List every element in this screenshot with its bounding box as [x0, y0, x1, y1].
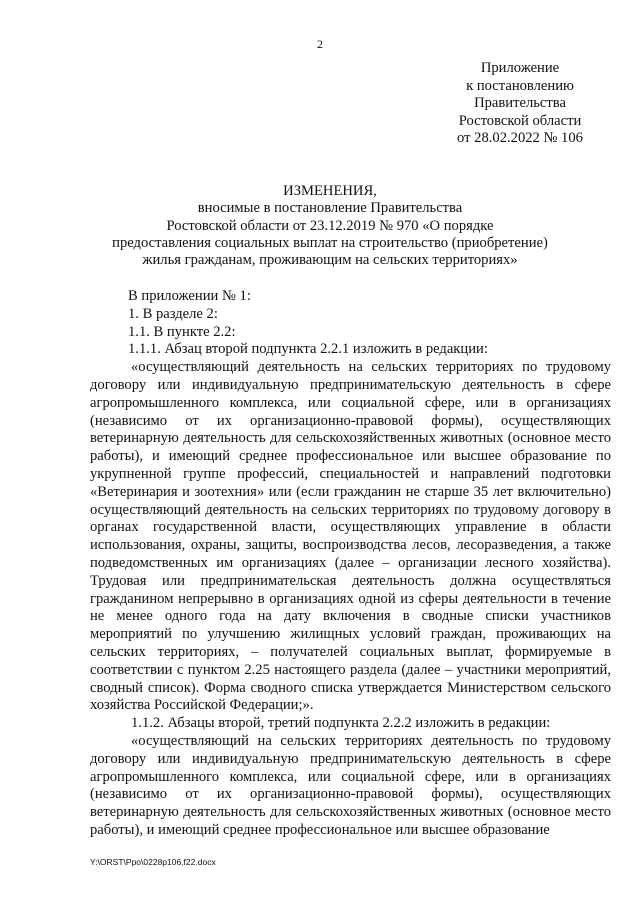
quoted-paragraph: «осуществляющий на сельских территориях деятельность по трудовому договору или индивидуальную предпринимательскую деятельность в сфере агропромышленного комплекса, или социальной сфере, или в организациях (независимо от их организационно-правовой формы), осуществляющих ветеринарную деятельность для сельскохозяйственных животных (основное место работы), и имеющий среднее профессиональное или высшее образование [90, 732, 611, 838]
page-number: 2 [317, 37, 323, 51]
title-heading: ИЗМЕНЕНИЯ, [283, 183, 377, 199]
document-body [90, 288, 611, 840]
appendix-heading [440, 60, 600, 148]
paragraph: 1.1.2. Абзацы второй, третий подпункта 2.2.2 изложить в редакции: [131, 715, 551, 732]
file-path-footer: Y:\ORST\Ppo\0228p106.f22.docx [90, 857, 216, 867]
appendix-line: от 28.02.2022 № 106 [457, 130, 583, 147]
appendix-line: Приложение [480, 60, 560, 76]
title-line: Ростовской области от 23.12.2019 № 970 «О порядке [166, 217, 494, 234]
appendix-line: Правительства [474, 95, 566, 112]
title-line: жилья гражданам, проживающим на сельских территориях» [142, 252, 518, 269]
paragraph: 1.1. В пункте 2.2: [128, 323, 236, 340]
document-title [95, 183, 565, 269]
appendix-line: Ростовской области [458, 112, 582, 129]
appendix-line: к постановлению [466, 77, 574, 94]
paragraph: 1. В разделе 2: [128, 305, 218, 322]
paragraph: 1.1.1. Абзац второй подпункта 2.2.1 изложить в редакции: [128, 341, 488, 358]
title-line: вносимые в постановление Правительства [197, 200, 463, 217]
paragraph: В приложении № 1: [128, 288, 251, 304]
quoted-paragraph: «осуществляющий деятельность на сельских территориях по трудовому договору или индивидуальную предпринимательскую деятельность в сфере агропромышленного комплекса, или социальной сфере, или в организациях (независимо от их организационно-правовой формы), осуществляющих ветеринарную деятельность для сельскохозяйственных животных (основное место работы), и имеющий среднее профессиональное или высшее образование по укрупненной группе профессий, специальностей и направлений подготовки «Ветеринария и зоотехния» или (если гражданин не старше 35 лет включительно) осуществляющий деятельность на сельских территориях по трудовому договору в органах государственной власти, осуществляющих управление в области использования, охраны, защиты, воспроизводства лесов, лесоразведения, а также подведомственных им организациях (далее – организации лесного хозяйства). Трудовая или предпринимательская деятельность должна осуществляться гражданином непрерывно в организациях одной из сферы деятельности в течение не менее одного года на дату включения в сводные списки участников мероприятий по улучшению жилищных условий граждан, проживающих на сельских территориях, – получателей социальных выплат, формируемые в соответствии с пунктом 2.25 настоящего раздела (далее – участники мероприятий, сводный список). Форма сводного списка утверждается Министерством сельского хозяйства Российской Федерации;». [90, 359, 611, 714]
title-line: предоставления социальных выплат на строительство (приобретение) [112, 234, 548, 251]
